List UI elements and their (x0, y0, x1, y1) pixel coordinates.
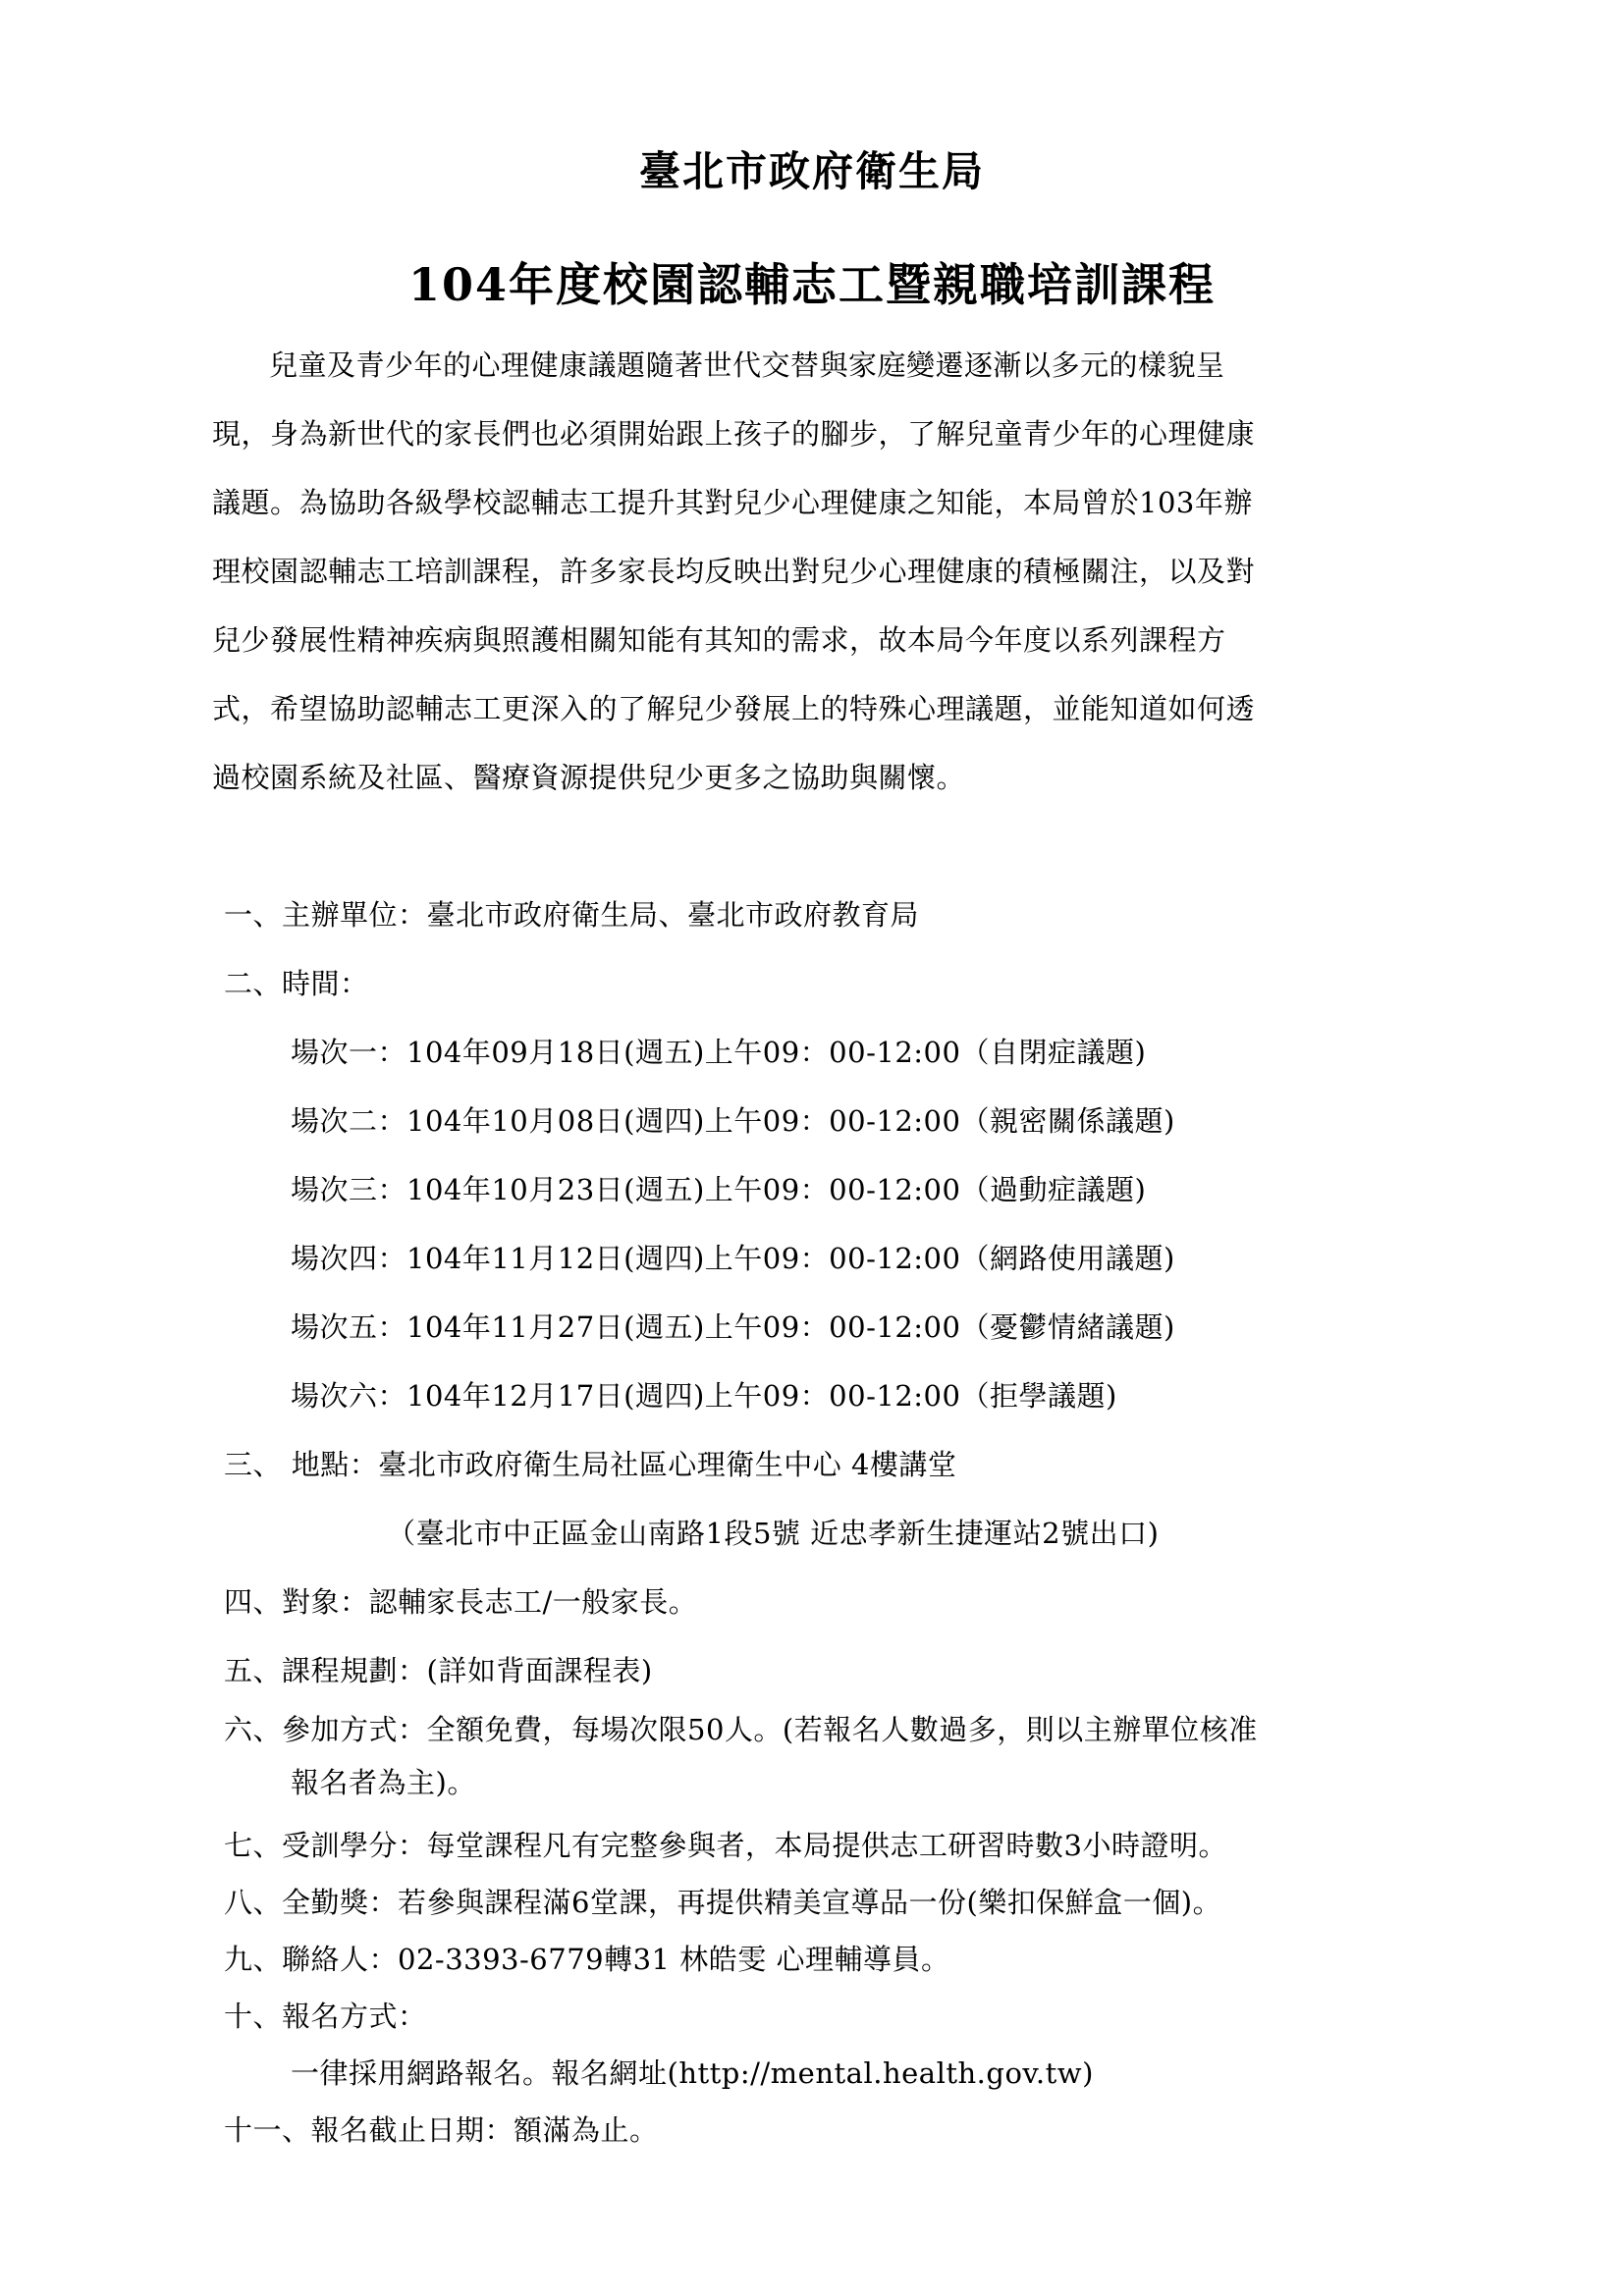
item-audience: 四、對象：認輔家長志工/一般家長。 (224, 1585, 698, 1619)
item-registration-detail: 一律採用網路報名。報名網址(http://mental.health.gov.tw) (291, 2056, 1094, 2090)
item-registration-label: 十、報名方式： (224, 2000, 427, 2033)
item-curriculum: 五、課程規劃：(詳如背面課程表) (224, 1654, 653, 1687)
intro-line: 理校園認輔志工培訓課程，許多家長均反映出對兒少心理健康的積極關注，以及對 (212, 555, 1256, 588)
session-item: 場次六：104年12月17日(週四)上午09：00-12:00（拒學議題) (291, 1379, 1117, 1413)
session-item: 場次一：104年09月18日(週五)上午09：00-12:00（自閉症議題) (291, 1036, 1147, 1069)
session-item: 場次四：104年11月12日(週四)上午09：00-12:00（網路使用議題) (291, 1242, 1175, 1275)
intro-paragraph (212, 331, 1420, 812)
page-subtitle: 104年度校園認輔志工暨親職培訓課程 (407, 258, 1217, 311)
intro-line: 兒童及青少年的心理健康議題隨著世代交替與家庭變遷逐漸以多元的樣貌呈 (269, 348, 1225, 382)
intro-line: 議題。為協助各級學校認輔志工提升其對兒少心理健康之知能，本局曾於103年辦 (212, 486, 1253, 519)
item-deadline: 十一、報名截止日期：額滿為止。 (224, 2113, 659, 2147)
item-participation: 六、參加方式：全額免費，每場次限50人。(若報名人數過多，則以主辦單位核准 (224, 1713, 1258, 1746)
page-title: 臺北市政府衛生局 (638, 147, 985, 195)
item-location: 三、 地點：臺北市政府衛生局社區心理衛生中心 4樓講堂 (224, 1448, 957, 1481)
item-award: 八、全勤獎：若參與課程滿6堂課，再提供精美宣導品一份(樂扣保鮮盒一個)。 (224, 1886, 1222, 1919)
intro-line: 現，身為新世代的家長們也必須開始跟上孩子的腳步，了解兒童青少年的心理健康 (212, 417, 1256, 451)
intro-line: 式，希望協助認輔志工更深入的了解兒少發展上的特殊心理議題，並能知道如何透 (212, 692, 1256, 725)
session-item: 場次二：104年10月08日(週四)上午09：00-12:00（親密關係議題) (291, 1104, 1175, 1138)
item-credits: 七、受訓學分：每堂課程凡有完整參與者，本局提供志工研習時數3小時證明。 (224, 1829, 1227, 1862)
intro-line: 兒少發展性精神疾病與照護相關知能有其知的需求，故本局今年度以系列課程方 (212, 623, 1226, 657)
intro-line: 過校園系統及社區、醫療資源提供兒少更多之協助與關懷。 (212, 761, 966, 794)
item-organizer: 一、主辦單位：臺北市政府衛生局、臺北市政府教育局 (224, 898, 920, 932)
item-location-address: （臺北市中正區金山南路1段5號 近忠孝新生捷運站2號出口) (387, 1517, 1160, 1550)
item-contact: 九、聯絡人：02-3393-6779轉31 林皓雯 心理輔導員。 (224, 1943, 950, 1976)
item-participation-continued: 報名者為主)。 (291, 1766, 476, 1799)
session-item: 場次五：104年11月27日(週五)上午09：00-12:00（憂鬱情緒議題) (291, 1310, 1175, 1344)
session-item: 場次三：104年10月23日(週五)上午09：00-12:00（過動症議題) (291, 1173, 1147, 1206)
item-time-label: 二、時間： (224, 967, 369, 1000)
